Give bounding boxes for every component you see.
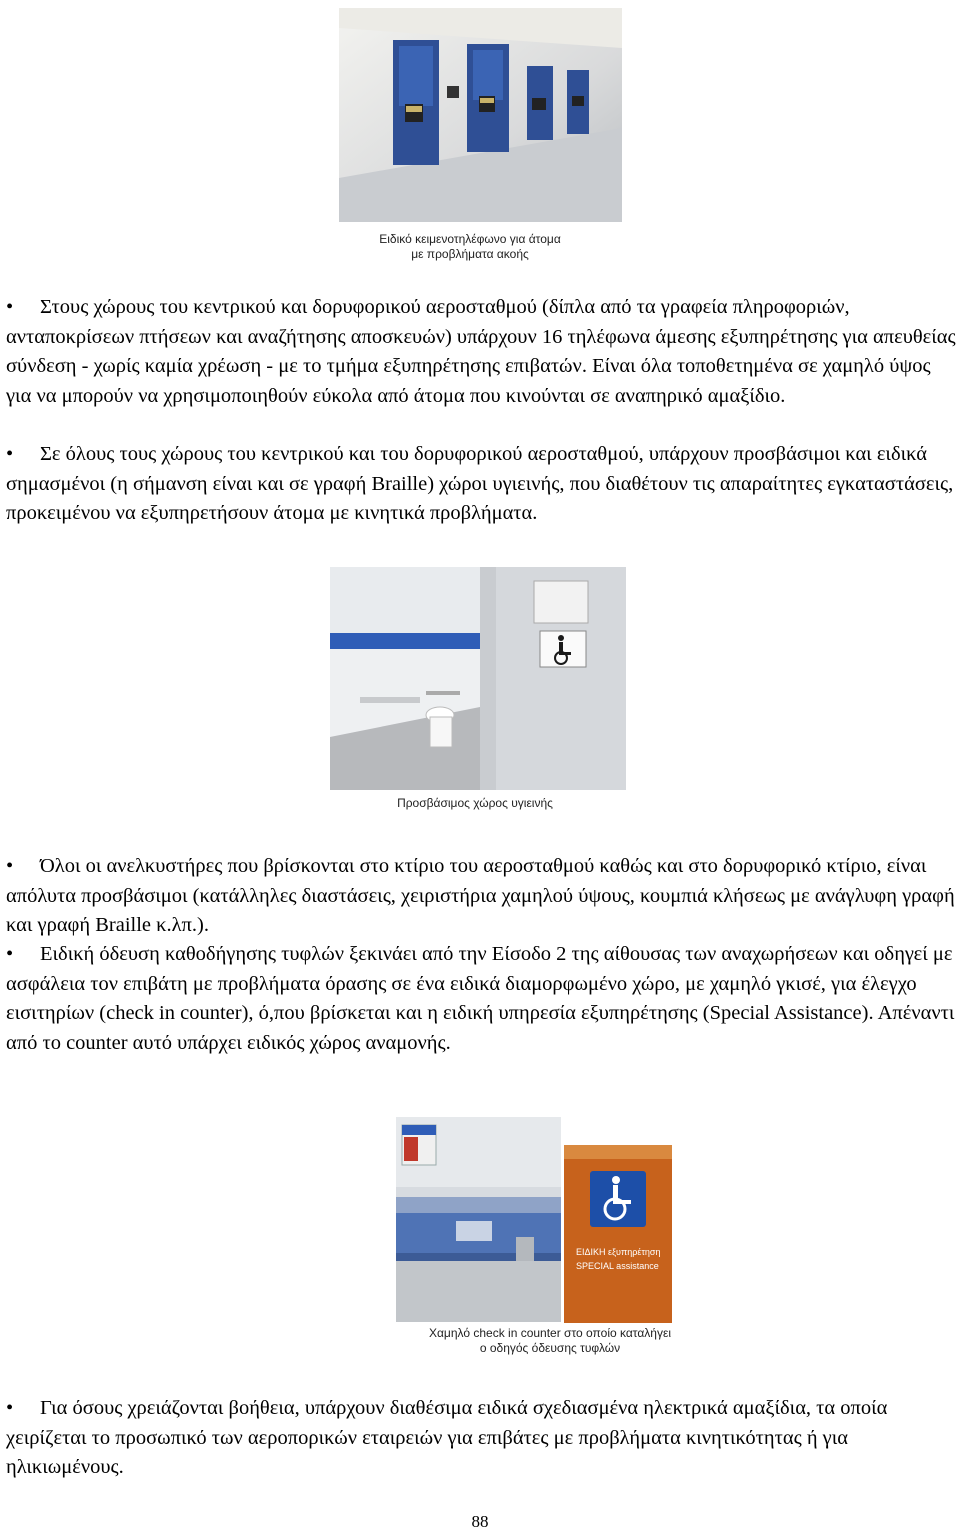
bullet-symbol: • bbox=[6, 943, 14, 965]
bullet-paragraph bbox=[6, 1394, 956, 1483]
paragraph-text: Για όσους χρειάζονται βοήθεια, υπάρχουν διαθέσιμα ειδικά σχεδιασμένα ηλεκτρικά αμαξίδια, τα οποία χειρίζεται το προσωπικό των αεροπορικών εταιρειών για επιβάτες με προβλήματα κινητικότητας ή για ηλικιωμένους. bbox=[6, 1397, 888, 1478]
caption-line: με προβλήματα ακοής bbox=[411, 247, 529, 261]
figure-caption-restroom bbox=[360, 796, 590, 811]
bullet-symbol: • bbox=[6, 855, 14, 877]
paragraph-text: Σε όλους τους χώρους του κεντρικού και του δορυφορικού αεροσταθμού, υπάρχουν προσβάσιμοι και ειδικά σημασμένοι (η σήμανση είναι και σε γραφή Braille) χώροι υγιεινής, που διαθέτουν τις απαραίτητες εγκαταστάσεις, προκειμένου να εξυπηρετήσουν άτομα με κινητικά προβλήματα. bbox=[6, 443, 954, 524]
hearing-sign bbox=[447, 86, 459, 98]
page-number: 88 bbox=[471, 1512, 489, 1531]
check-in-counter-photo bbox=[396, 1117, 561, 1322]
paragraph-text: Στους χώρους του κεντρικού και δορυφορικού αεροσταθμού (δίπλα από τα γραφεία πληροφοριών, ανταποκρίσεων πτήσεων και αναζήτησης αποσκευών) υπάρχουν 16 τηλέφωνα άμεσης εξυπηρέτησης για απευθείας σύνδεση - χωρίς καμία χρέωση - με το τμήμα εξυπηρέτησης επιβατών. Είναι όλα τοποθετημένα σε χαμηλό ύψος για να μπορούν να χρησιμοποιηθούν εύκολα από άτομα που κινούνται σε αναπηρικό αμαξίδιο. bbox=[6, 296, 956, 407]
accessible-restroom-photo bbox=[330, 567, 626, 790]
phone-panel-2 bbox=[467, 44, 509, 152]
figure-caption-telephone bbox=[340, 232, 600, 262]
phone-panel-4 bbox=[567, 70, 589, 134]
caption-line: Προσβάσιμος χώρος υγιεινής bbox=[397, 796, 553, 810]
bullet-symbol: • bbox=[6, 1397, 14, 1419]
sign-text-english: SPECIAL assistance bbox=[576, 1261, 659, 1271]
bullet-paragraph bbox=[6, 852, 956, 941]
bullet-symbol: • bbox=[6, 296, 14, 318]
blue-wall-stripe bbox=[330, 633, 480, 649]
caption-line: Ειδικό κειμενοτηλέφωνο για άτομα bbox=[379, 232, 561, 246]
phone-panel-3 bbox=[527, 66, 553, 140]
bullet-symbol: • bbox=[6, 443, 14, 465]
special-assistance-sign-photo bbox=[564, 1145, 672, 1323]
phone-panel-1 bbox=[393, 40, 439, 165]
sign-text-greek: ΕΙΔΙΚΗ εξυπηρέτηση bbox=[576, 1247, 661, 1257]
caption-line: Χαμηλό check in counter στο οποίο καταλήγει bbox=[428, 1326, 671, 1340]
figure-caption-counter bbox=[420, 1326, 680, 1356]
paragraph-text: Ειδική όδευση καθοδήγησης τυφλών ξεκινάει από την Είσοδο 2 της αίθουσας των αναχωρήσεων και οδηγεί με ασφάλεια τον επιβάτη με προβλήματα όρασης σε ένα ειδικά διαμορφωμένο χώρο, με χαμηλό γκισέ, για έλεγχο εισιτηρίων (check in counter), ό,που βρίσκεται και η ειδική υπηρεσία εξυπηρέτησης (Special Assistance). Απέναντι από το counter αυτό υπάρχει ειδικός χώρος αναμονής. bbox=[6, 943, 955, 1054]
bullet-paragraph bbox=[6, 440, 956, 529]
bullet-paragraph bbox=[6, 293, 956, 411]
text-telephone-photo bbox=[339, 8, 622, 222]
paragraph-text: Όλοι οι ανελκυστήρες που βρίσκονται στο κτίριο του αεροσταθμού καθώς και στο δορυφορικό κτίριο, είναι απόλυτα προσβάσιμοι (κατάλληλες διαστάσεις, χειριστήρια χαμηλού ύψους, κουμπιά κλήσεως με ανάγλυφη γραφή και γραφή Braille κ.λπ.). bbox=[6, 855, 955, 936]
caption-line: ο οδηγός όδευσης τυφλών bbox=[479, 1341, 621, 1355]
restroom-sign bbox=[534, 581, 588, 623]
bullet-paragraph bbox=[6, 940, 956, 1058]
